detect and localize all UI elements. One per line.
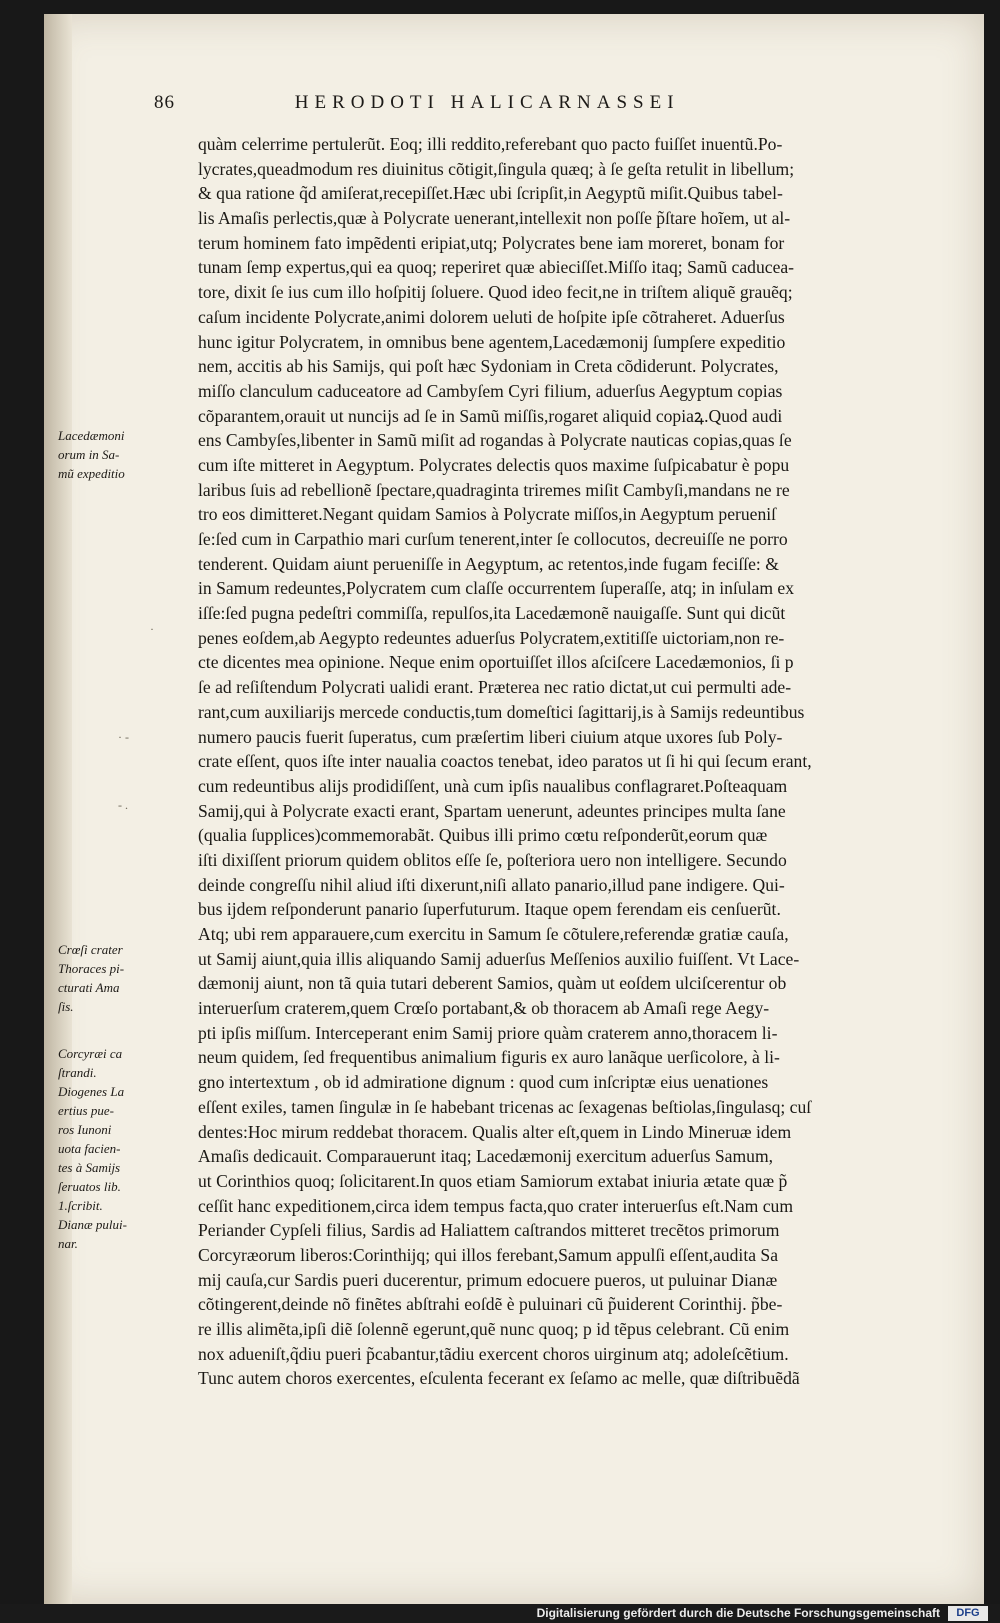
dfg-logo: DFG [948,1606,988,1621]
text-line: tore, dixit ſe ius cum illo hoſpitij ſoluere. Quod ideo fecit,ne in triſtem aliquẽ grauẽq; [198,282,793,303]
text-line: re illis alimẽta,ipſi diẽ ſolennẽ egerunt,quẽ nunc quoq; p id tẽpus celebrant. Cũ enim [198,1319,790,1339]
running-header [154,92,814,114]
text-line: lis Amaſis perlectis,quæ à Polycrate uenerant,intellexit non poſſe p̃ſtare hoĩem, ut al- [198,208,791,229]
margin-note-line: 1.ſcribit. [58,1198,103,1213]
margin-note-line: ſeruatos lib. [58,1179,121,1194]
text-line: deinde congreſſu nihil aliud iſti dixerunt,niſi allato panario,illud pane indigere. Qui- [198,874,785,895]
text-line: crate eſſent, quos iſte inter naualia coactos tenebat, ideo paratos ut ſi hi qui ſecum erant, [198,751,812,772]
text-line: neum quidem, ſed frequentibus animalium figuris ex auro lanãque uerſicolore, à li- [198,1047,780,1068]
text-line: eſſent exiles, tamen ſingulæ in ſe habebant tricenas ac ſexagenas beſtiolas,ſingulasq; cuſ [198,1096,812,1117]
text-line: (qualia ſupplices)commemorabãt. Quibus illi primo cœtu reſponderũt,eorum quæ [198,825,768,846]
margin-note-line: tes à Samijs [58,1160,121,1175]
margin-note-line: Corcyræi ca [58,1046,123,1061]
margin-note-line: mũ expeditio [58,466,125,481]
text-line: ut Samij aiunt,quia illis aliquando Samij aduerſus Meſſenios auxilio fuiſſent. Vt Lace- [198,948,800,969]
text-line: tunam ſemp expertus,qui ea quoq; reperiret quæ abieciſſet.Miſſo itaq; Samũ caducea- [198,257,795,278]
text-line: cum iſte mitteret in Aegyptum. Polycrates delectis quos maxime ſuſpicabatur è popu [198,454,790,475]
margin-note-line: orum in Sa- [58,447,120,462]
margin-note-line: ertius pue- [58,1103,114,1118]
stray-mark: - . [118,798,128,812]
text-line: caſum incidente Polycrate,animi dolorem ueluti de hoſpite ipſe cõtraheret. Aduerſus [198,306,785,327]
text-line: Corcyræorum liberos:Corinthijq; qui illos ferebant,Samum appulſi eſſent,audita Sa [198,1244,779,1265]
digitization-footer [0,1604,1000,1623]
text-line: Periander Cypſeli filius, Sardis ad Haliattem caſtrandos mitteret trecẽtos primorum [198,1220,780,1241]
text-line: gno intertextum , ob id admiratione dignum : quod cum inſcriptæ eius uenationes [198,1072,769,1093]
text-line: lycrates,queadmodum res diuinitus cõtigit,ſingula quæq; à ſe geſta retulit in libellum; [198,158,795,179]
text-line: interuerſum craterem,quem Crœſo portabant,& ob thoracem ab Amaſi rege Aegy- [198,998,770,1019]
text-line: quàm celerrime pertulerũt. Eoq; illi reddito,referebant quo pacto fuiſſet inuentũ.Po- [198,134,783,154]
text-line: pti ipſis miſſum. Interceperant enim Samij priore quàm craterem anno,thoracem li- [198,1022,778,1043]
running-title: HERODOTI HALICARNASSEI [294,92,680,113]
text-line: miſſo clanculum caduceatore ad Cambyſem Cyri filium, aduerſus Aegyptum copias [198,380,783,401]
text-line: Tunc autem choros exercentes, eſculenta fecerant ex ſeſamo ac melle, quæ diſtribuẽdã [198,1368,800,1389]
margin-note-line: nar. [58,1236,78,1251]
text-line: hunc igitur Polycratem, in omnibus bene agentem,Lacedæmonij ſumpſere expeditio [198,331,786,352]
text-line: ceſſit hanc expeditionem,circa idem tempus facta,quo crater interuerſus eſt.Nam cum [198,1195,794,1216]
text-line: rant,cum auxiliarijs mercede conductis,tum domeſtici ſagittarij,is à Samijs redeuntibus [198,701,805,722]
margin-note-line: Lacedæmoni [58,428,125,443]
text-line: in Samum redeuntes,Polycratem cum claſſe occurrentem ſuperaſſe, atq; in inſulam ex [198,578,795,599]
text-line: ſe ad reſiſtendum Polycrati ualidi erant. Præterea nec ratio dictat,ut cui permulti ade- [198,677,792,698]
stray-mark: · - [118,730,129,744]
text-line: cõtingerent,deinde nõ finẽtes abſtrahi eoſdẽ è puluinari cũ p̃uiderent Corinthij. p̃be- [198,1294,783,1315]
text-line: ut Corinthios quoq; ſolicitarent.In quos etiam Samiorum extabat iniuria ætate quæ p̃ [198,1170,788,1191]
margin-note-line: ſtrandi. [58,1065,97,1080]
text-line: cum redeuntibus alijs prodidiſſent, unà cum ipſis naualibus conflagraret.Poſteaquam [198,775,788,796]
text-line: ſe:ſed cum in Carpathio mari curſum tenerent,inter ſe collocutos, decreuiſſe ne porro [198,529,788,549]
stray-mark: · [150,622,154,636]
text-line: Atq; ubi rem apparauere,cum exercitu in Samum ſe cõtulere,referendæ gratiæ cauſa, [198,924,789,944]
page-number: 86 [154,92,175,113]
margin-note-line: ros Iunoni [58,1122,112,1137]
text-line: numero paucis fuerit ſuperatus, cum præſertim liberi ciuium atque uxores ſub Poly- [198,726,783,747]
text-line: nem, accitis ab his Samijs, qui poſt hæc Sydoniam in Creta cõdiderunt. Polycrates, [198,356,779,377]
margin-note-line: Dianæ pului- [58,1217,127,1232]
margin-note-corcyraeans [58,1044,178,1253]
body-text [198,132,938,1391]
text-line: mij cauſa,cur Sardis pueri ducerentur, primum edocuere pueros, ut puluinar Dianæ [198,1269,778,1290]
page-gutter [44,14,72,1604]
text-line: terum hominem fato impẽdenti eripiat,utq; Polycrates bene iam moreret, bonam for [198,232,785,253]
text-line: dentes:Hoc mirum reddebat thoracem. Qualis alter eſt,quem in Lindo Mineruæ idem [198,1121,792,1142]
text-line: Amaſis dedicauit. Comparauerunt itaq; Lacedæmonij exercitum aduerſus Samum, [198,1146,774,1167]
margin-note-line: uota facien- [58,1141,121,1156]
text-line: nox adueniſt,q̃diu pueri p̃cabantur,tãdiu exercent choros uirginum atq; adoleſcẽtium. [198,1343,789,1364]
margin-note-line: Crœſi crater [58,942,123,957]
text-line: & qua ratione q̃d amiſerat,recepiſſet.Hæc ubi ſcripſit,in Aegyptũ miſit.Quibus tabel- [198,183,783,204]
text-line: laribus ſuis ad rebellionẽ ſpectare,quadraginta triremes miſit Cambyſi,mandans ne re [198,479,790,500]
text-line: Samij,qui à Polycrate exacti erant, Spartam uenerunt, adeuntes principes multa ſane [198,800,786,821]
margin-note-line: ſis. [58,999,74,1014]
text-line: ens Cambyſes,libenter in Samũ miſit ad rogandas à Polycrate nauticas copias,quas ſe [198,430,792,451]
margin-note-line: Diogenes La [58,1084,125,1099]
margin-note-lacedaemonian-expedition [58,426,178,483]
text-line: penes eoſdem,ab Aegypto redeuntes aduerſus Polycratem,extitiſſe uictoriam,non re- [198,627,785,648]
text-line: tenderent. Quidam aiunt perueniſſe in Aegyptum, ac retentos,inde fugam feciſſe: & [198,553,779,574]
margin-note-line: cturati Ama [58,980,120,995]
margin-note-croesus-crater [58,940,178,1016]
text-line: iſſe:ſed pugna pedeſtri commiſſa, repulſos,ita Lacedæmonẽ nauigaſſe. Sunt qui dicũt [198,603,786,624]
text-line: dæmonij aiunt, non tã quia tutari deberent Samios, quàm ut eoſdem ulciſcerentur ob [198,973,787,994]
text-line: bus ijdem reſponderunt panario ſuperfuturum. Itaque opem ferendam eis cenſuerũt. [198,899,781,920]
funding-notice: Digitalisierung gefördert durch die Deutsche Forschungsgemeinschaft [536,1606,940,1620]
text-line: cte dicentes mea opinione. Neque enim oportuiſſet illos aſciſcere Lacedæmonios, ſi p [198,652,794,673]
margin-note-line: Thoraces pi- [58,961,125,976]
text-line: tro eos dimitteret.Negant quidam Samios à Polycrate miſſos,in Aegyptum perueniſ [198,504,777,525]
text-line: iſti dixiſſent priorum quidem oblitos eſſe ſe, poſteriora uero non intelligere. Secundo [198,849,787,870]
text-line: cõparantem,orauit ut nuncijs ad ſe in Samũ miſſis,rogaret aliquid copiaꝝ.Quod audi [198,405,783,426]
